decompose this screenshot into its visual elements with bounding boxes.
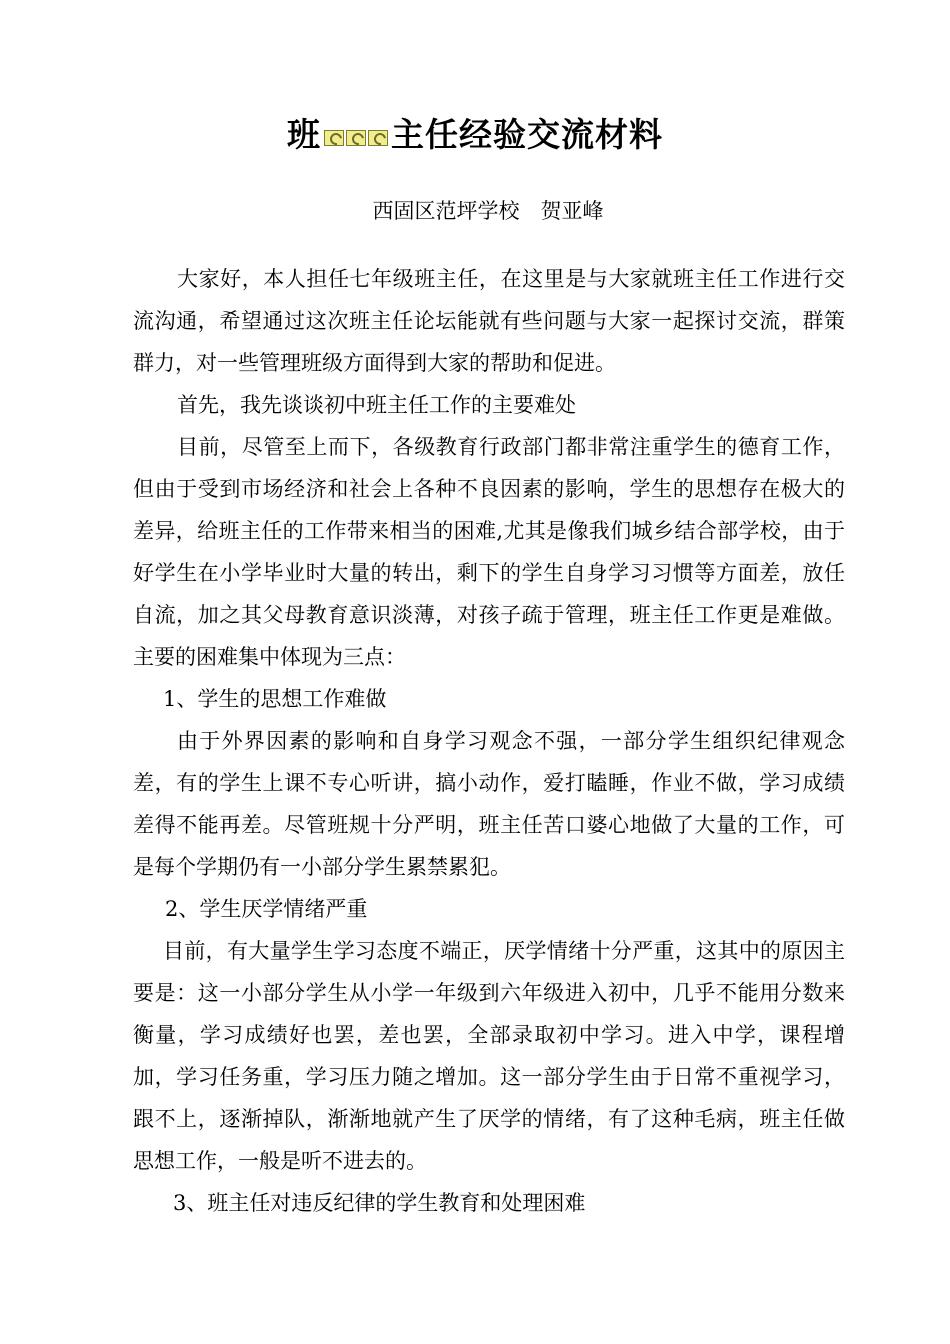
paragraph-first: 首先，我先谈谈初中班主任工作的主要难处 — [177, 393, 576, 417]
ornament-icon — [368, 130, 388, 146]
section-heading-1: 1、学生的思想工作难做 — [163, 687, 387, 711]
paragraph-difficulties: 目前，尽管至上而下，各级教育行政部门都非常注重学生的德育工作，但由于受到市场经济和社会上各种不良因素的影响，学生的思想存在极大的差异，给班主任的工作带来相当的困难,尤其是像我们城乡结合部学校，由于好学生在小学毕业时大量的转出，剩下的学生自身学习习惯等方面差，放任自流，加之其父母教育意识淡薄，对孩子疏于管理，班主任工作更是难做。主要的困难集中体现为三点： — [133, 435, 845, 669]
ornament-icon — [324, 130, 344, 146]
paragraph-section-1: 由于外界因素的影响和自身学习观念不强，一部分学生组织纪律观念差，有的学生上课不专心听讲，搞小动作，爱打瞌睡，作业不做，学习成绩差得不能再差。尽管班规十分严明，班主任苦口婆心地做了大量的工作，可是每个学期仍有一小部分学生累禁累犯。 — [133, 729, 845, 879]
paragraph-section-2: 目前，有大量学生学习态度不端正，厌学情绪十分严重，这其中的原因主要是：这一小部分学生从小学一年级到六年级进入初中，几乎不能用分数来衡量，学习成绩好也罢，差也罢，全部录取初中学习。进入中学，课程增加，学习任务重，学习压力随之增加。这一部分学生由于日常不重视学习，跟不上，逐渐掉队，渐渐地就产生了厌学的情绪，有了这种毛病，班主任做思想工作，一般是听不进去的。 — [133, 939, 845, 1173]
section-heading-3: 3、班主任对违反纪律的学生教育和处理困难 — [173, 1191, 586, 1215]
ornament-icons — [323, 114, 389, 160]
document-title — [0, 112, 950, 160]
section-heading-2: 2、学生厌学情绪严重 — [165, 897, 368, 921]
paragraph-intro: 大家好，本人担任七年级班主任，在这里是与大家就班主任工作进行交流沟通，希望通过这次班主任论坛能就有些问题与大家一起探讨交流，群策群力，对一些管理班级方面得到大家的帮助和促进。 — [133, 267, 845, 375]
title-text-part2: 主任经验交流材料 — [391, 115, 663, 154]
document-body — [133, 258, 845, 1224]
author-line: 西固区范坪学校 贺亚峰 — [372, 199, 604, 223]
ornament-icon — [346, 130, 366, 146]
title-text-part1: 班 — [287, 115, 321, 154]
